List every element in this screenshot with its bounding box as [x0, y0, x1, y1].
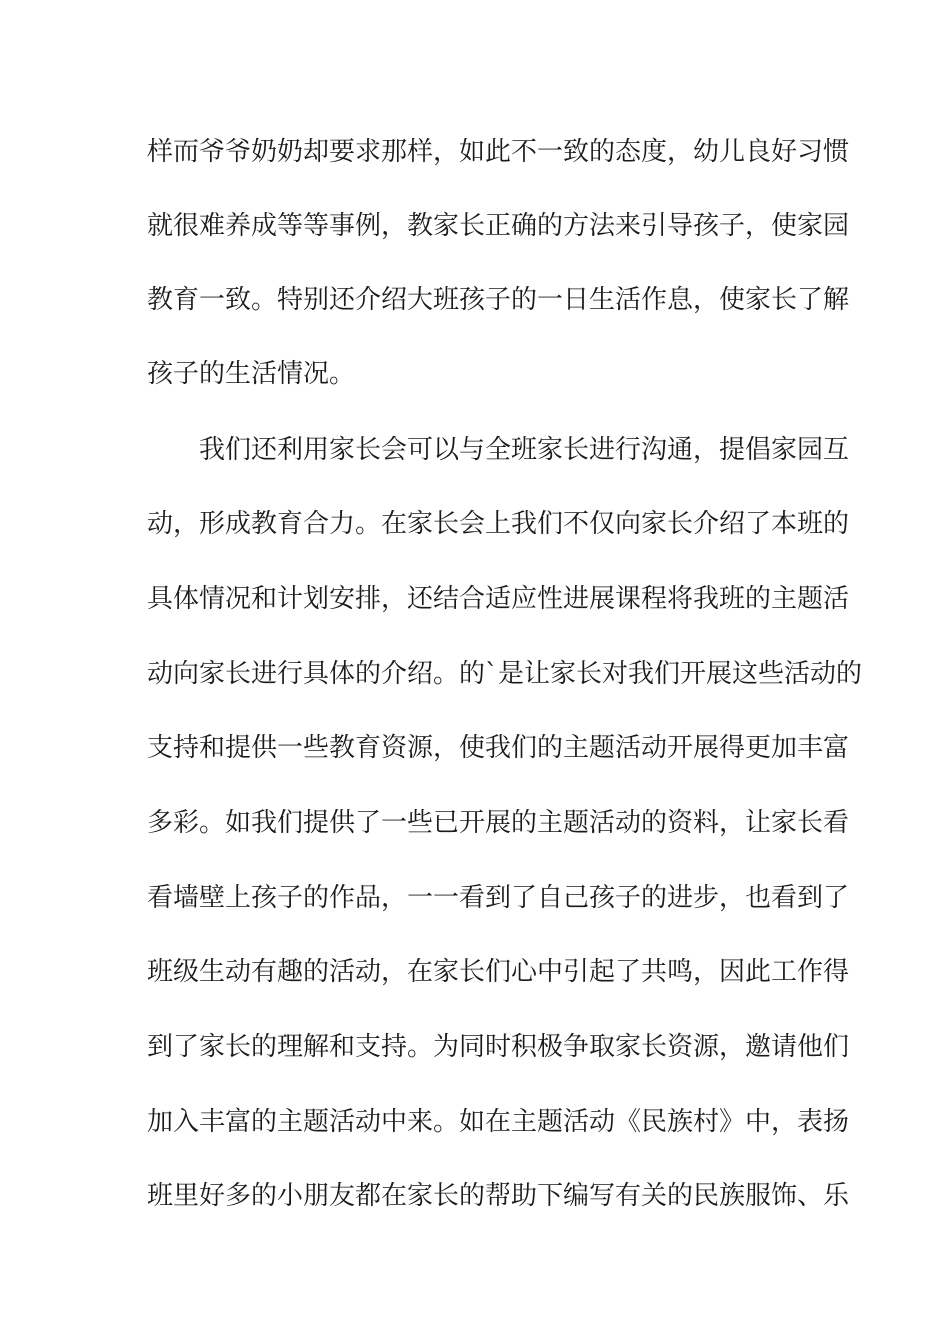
- text-line-5: 我们还利用家长会可以与全班家长进行沟通，提倡家园互: [199, 435, 850, 465]
- text-line-8: 动向家长进行具体的介绍。的`是让家长对我们开展这些活动的: [147, 659, 863, 689]
- text-line-7: 具体情况和计划安排，还结合适应性进展课程将我班的主题活: [147, 584, 850, 614]
- text-line-15: 班里好多的小朋友都在家长的帮助下编写有关的民族服饰、乐: [147, 1181, 850, 1211]
- text-line-1: 样而爷爷奶奶却要求那样，如此不一致的态度，幼儿良好习惯: [147, 137, 850, 167]
- text-line-12: 班级生动有趣的活动，在家长们心中引起了共鸣，因此工作得: [147, 957, 850, 987]
- text-line-4: 孩子的生活情况。: [147, 359, 356, 389]
- text-line-9: 支持和提供一些教育资源，使我们的主题活动开展得更加丰富: [147, 733, 850, 763]
- text-line-2: 就很难养成等等事例，教家长正确的方法来引导孩子，使家园: [147, 211, 850, 241]
- text-line-10: 多彩。如我们提供了一些已开展的主题活动的资料，让家长看: [147, 808, 850, 838]
- text-line-14: 加入丰富的主题活动中来。如在主题活动《民族村》中，表扬: [147, 1107, 850, 1137]
- text-line-13: 到了家长的理解和支持。为同时积极争取家长资源，邀请他们: [147, 1032, 850, 1062]
- text-line-3: 教育一致。特别还介绍大班孩子的一日生活作息，使家长了解: [147, 285, 850, 315]
- text-line-6: 动，形成教育合力。在家长会上我们不仅向家长介绍了本班的: [147, 509, 850, 539]
- text-line-11: 看墙壁上孩子的作品，一一看到了自己孩子的进步，也看到了: [147, 883, 850, 913]
